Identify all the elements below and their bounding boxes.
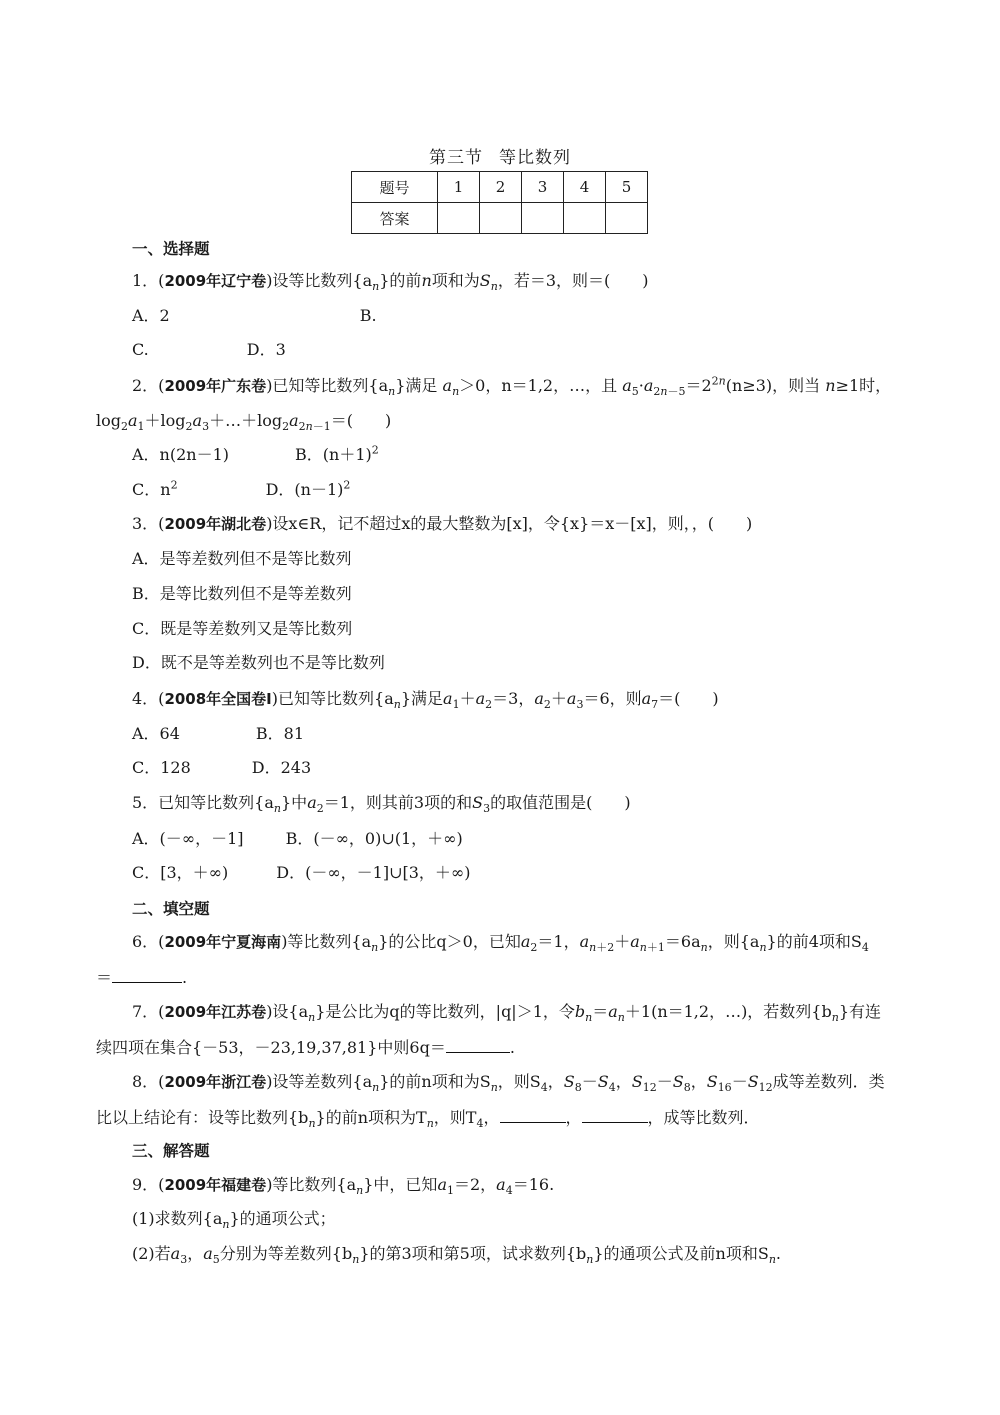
question-number-cell: 2 (480, 172, 522, 203)
topic-label: 等比数列 (499, 148, 571, 168)
question-7: 7．(2009年江苏卷)设$\{a_n\}$是公比为q的等比数列，|q|＞1，令$b_n=a_n+1(n=1,2$，…)，若数列$\{b_n\}$有连 (132, 1002, 882, 1025)
question-2-line-2: $\log_2a_1+\log_2a_3+\dots+\log_2a_{2n-1}=$( ) (96, 411, 392, 434)
answer-cell (522, 203, 564, 234)
question-2-options-row-1: A．n(2n－1) B．$(n+1)^2$ (132, 443, 379, 464)
answer-blank[interactable] (582, 1106, 648, 1123)
answer-cell (606, 203, 648, 234)
option-b: B. (359, 306, 377, 325)
answer-cell (564, 203, 606, 234)
question-3: 3．(2009年湖北卷)设x∈R，记不超过x的最大整数为[x]，令{x}＝x－[x]，则，，( ) (132, 514, 753, 533)
answer-blank[interactable] (446, 1036, 510, 1053)
question-1-options-row-1 (132, 305, 377, 327)
question-number-cell: 3 (522, 172, 564, 203)
option-b: B．是等比数列但不是等差数列 (132, 584, 352, 603)
question-source: 2009年福建卷 (164, 1176, 267, 1194)
section-label: 第三节 (429, 148, 483, 168)
question-4-options-row-2 (132, 757, 311, 779)
option-d: D．既不是等差数列也不是等比数列 (132, 653, 385, 672)
question-9-part-2: (2)若$a_3$，$a_5$分别为等差数列$\{b_n\}$的第3项和第5项，试求数列$\{b_n\}$的通项公式及前n项和$S_n$. (132, 1244, 782, 1267)
question-5-options-row-2 (132, 862, 470, 884)
answer-table-row1-label: 题号 (352, 172, 438, 203)
question-source: 2008年全国卷Ⅰ (164, 690, 272, 708)
question-2: 2．(2009年广东卷)已知等比数列$\{a_n\}$满足 $a_n>0$，n＝1,2，…，且 $a_5\cdot a_{2n-5}=2^{2n}(n\ge 3)$，则当 n≥1时， (132, 374, 892, 399)
answer-blank[interactable] (112, 966, 182, 983)
question-source: 2009年江苏卷 (164, 1003, 267, 1021)
question-9-part-1: (1)求数列$\{a_n\}$的通项公式； (132, 1209, 336, 1232)
option-c: C．既是等差数列又是等比数列 (132, 619, 353, 638)
option-b: B．81 (255, 724, 305, 743)
option-d: D．(n－1) (265, 480, 344, 499)
answer-table-row2-label: 答案 (352, 203, 438, 234)
option-c: C．n (132, 480, 171, 499)
option-b: B．(n＋1) (295, 445, 372, 464)
answer-table-answer-row (352, 203, 648, 234)
question-7-line-2: 续四项在集合{－53，－23,19,37,81}中则6q＝ . (96, 1038, 515, 1057)
option-a: A．64 (132, 724, 180, 743)
answer-table-header-row (352, 172, 648, 203)
option-b: B．(－∞，0)∪(1，＋∞) (285, 829, 463, 848)
option-d: D．(－∞，－1]∪[3，＋∞) (276, 863, 471, 882)
option-d: D．243 (251, 758, 312, 777)
section-heading-solve: 三、解答题 (132, 1142, 210, 1160)
question-5: 5．已知等比数列$\{a_n\}$中$a_2=1$，则其前3项的和$S_3$的取值范围是( ) (132, 793, 631, 816)
question-source: 2009年宁夏海南 (164, 933, 282, 951)
question-8: 8．(2009年浙江卷)设等差数列$\{a_n\}$的前n项和为$S_n$，则$S_4$，$S_8-S_4$，$S_{12}-S_8$，$S_{16}-S_{12}$成等差数列．类 (132, 1072, 885, 1095)
answer-table (351, 171, 648, 234)
option-c: C．128 (132, 758, 191, 777)
question-6: 6．(2009年宁夏海南)等比数列$\{a_n\}$的公比q＞0，已知$a_2=1$，$a_{n+2}+a_{n+1}=6a_n$，则$\{a_n\}$的前4项和$S_4$ (132, 932, 869, 955)
question-1: 1．(2009年辽宁卷)设等比数列$\{a_n\}$的前n项和为$S_n$，若＝3，则＝( ) (132, 271, 649, 294)
option-c: C．[3，＋∞) (132, 863, 229, 882)
option-a: A．(－∞，－1] (132, 829, 244, 848)
option-c: C. (132, 340, 149, 359)
option-a: A．2 (132, 306, 170, 325)
question-source: 2009年浙江卷 (164, 1073, 267, 1091)
page-title (0, 143, 1000, 168)
question-2-options-row-2: C．$n^2$ D．$(n-1)^2$ (132, 478, 351, 499)
question-8-line-2: 比以上结论有：设等比数列$\{b_n\}$的前n项积为$T_n$，则$T_4$， ， ，成等比数列． (96, 1108, 760, 1131)
question-source: 2009年湖北卷 (164, 515, 267, 533)
option-a: A．n(2n－1) (132, 445, 230, 464)
section-heading-fill: 二、填空题 (132, 900, 210, 918)
question-4: 4．(2008年全国卷Ⅰ)已知等比数列$\{a_n\}$满足$a_1+a_2=3$，$a_2+a_3=6$，则$a_7=$( ) (132, 689, 719, 712)
option-d: D．3 (246, 340, 286, 359)
answer-cell (438, 203, 480, 234)
option-a: A．是等差数列但不是等比数列 (132, 549, 352, 568)
question-number-cell: 4 (564, 172, 606, 203)
question-source: 2009年辽宁卷 (164, 272, 267, 290)
question-6-line-2: ＝ . (96, 968, 188, 987)
question-number-cell: 1 (438, 172, 480, 203)
question-source: 2009年广东卷 (164, 377, 267, 395)
question-number-cell: 5 (606, 172, 648, 203)
section-heading-choice: 一、选择题 (132, 240, 210, 258)
question-9: 9．(2009年福建卷)等比数列$\{a_n\}$中，已知$a_1=2$，$a_4=16$. (132, 1175, 555, 1198)
question-4-options-row-1 (132, 723, 304, 745)
question-5-options-row-1 (132, 828, 463, 850)
answer-blank[interactable] (500, 1106, 566, 1123)
answer-cell (480, 203, 522, 234)
question-1-options-row-2 (132, 339, 286, 361)
